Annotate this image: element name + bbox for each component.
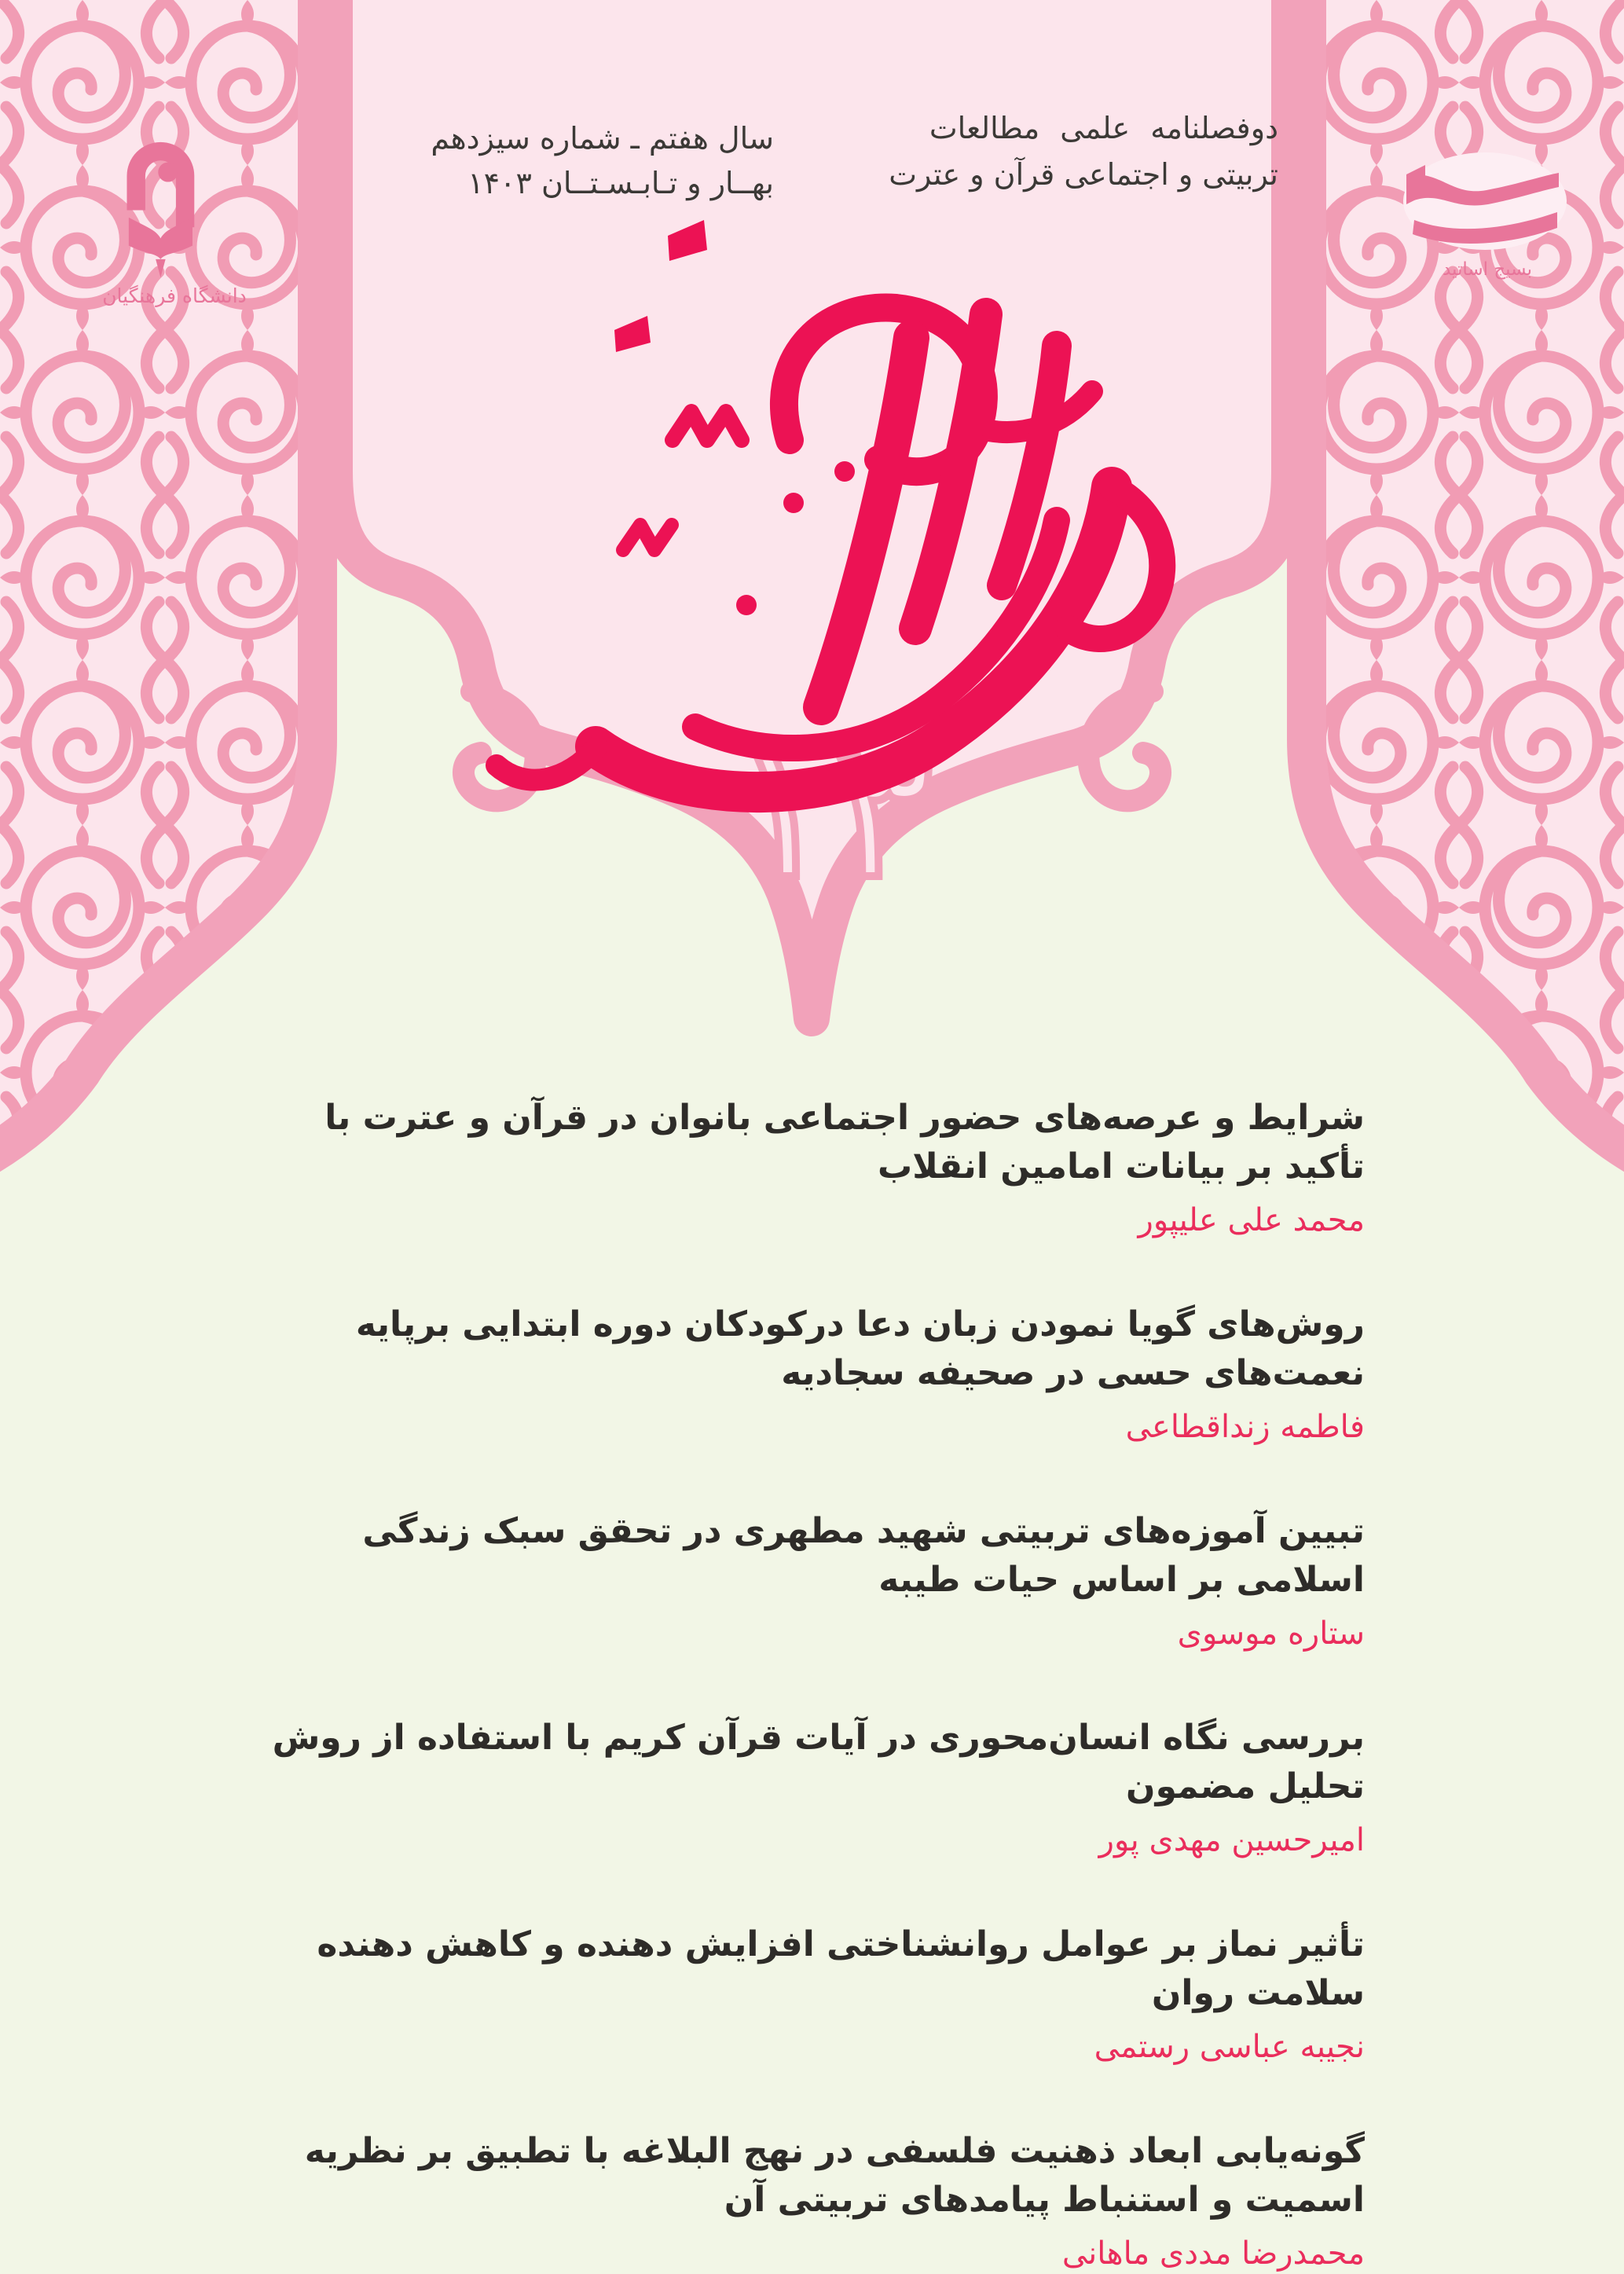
article-item bbox=[259, 1507, 1365, 1654]
article-title[interactable]: تأثیر نماز بر عوامل روانشناختی افزایش دهنده و کاهش دهنده سلامت روان bbox=[317, 1924, 1365, 2014]
article-item bbox=[259, 1094, 1365, 1241]
issue-number: ۱۳ bbox=[731, 701, 934, 921]
article-author[interactable]: امیرحسین مهدی پور bbox=[1098, 1821, 1365, 1858]
table-of-contents bbox=[259, 1094, 1365, 2274]
farhangian-logo-caption: دانشگاه فرهنگیان bbox=[102, 284, 247, 307]
article-title[interactable]: بررسی نگاه انسان‌محوری در آیات قرآن کریم با استفاده از روش تحلیل مضمون bbox=[272, 1717, 1365, 1807]
article-author[interactable]: محمد علی علیپور bbox=[1138, 1201, 1365, 1238]
article-title[interactable]: شرایط و عرصه‌های حضور اجتماعی بانوان در قرآن و عترت با تأکید بر بیانات امامین انقلاب bbox=[324, 1098, 1365, 1187]
basij-logo-caption: بسیج اساتید bbox=[1442, 259, 1533, 280]
article-item bbox=[259, 1714, 1365, 1861]
issue-info-line2: بهــار و تـابـسـتــان ۱۴۰۳ bbox=[467, 166, 774, 200]
basij-asatid-logo bbox=[1403, 152, 1567, 250]
journal-name-line1: دوفصلنامه علمی مطالعات bbox=[929, 111, 1278, 145]
journal-name-line2: تربیتی و اجتماعی قرآن و عترت bbox=[889, 156, 1278, 192]
article-item bbox=[259, 1300, 1365, 1447]
article-author[interactable]: نجیبه عباسی رستمی bbox=[1094, 2028, 1365, 2065]
issue-info bbox=[431, 116, 774, 206]
issue-info-line1: سال هفتم ـ شماره سیزدهم bbox=[431, 121, 774, 156]
article-title[interactable]: گونه‌یابی ابعاد ذهنیت فلسفی در نهج البلاغه با تطبیق بر نظریه اسمیت و استنباط پیامدهای تربیتی آن bbox=[304, 2130, 1365, 2221]
article-item bbox=[259, 2127, 1365, 2274]
article-author[interactable]: ستاره موسوی bbox=[1177, 1615, 1365, 1652]
journal-name bbox=[889, 105, 1278, 198]
article-title[interactable]: تبیین آموزه‌های تربیتی شهید مطهری در تحقق سبک زندگی اسلامی بر اساس حیات طیبه bbox=[362, 1510, 1365, 1601]
article-item bbox=[259, 1920, 1365, 2067]
article-title[interactable]: روش‌های گویا نمودن زبان دعا درکودکان دوره ابتدایی برپایه نعمت‌های حسی در صحیفه سجادیه bbox=[355, 1304, 1365, 1394]
article-author[interactable]: محمدرضا مددی ماهانی bbox=[1061, 2235, 1365, 2272]
article-author[interactable]: فاطمه زنداقطاعی bbox=[1125, 1408, 1365, 1445]
